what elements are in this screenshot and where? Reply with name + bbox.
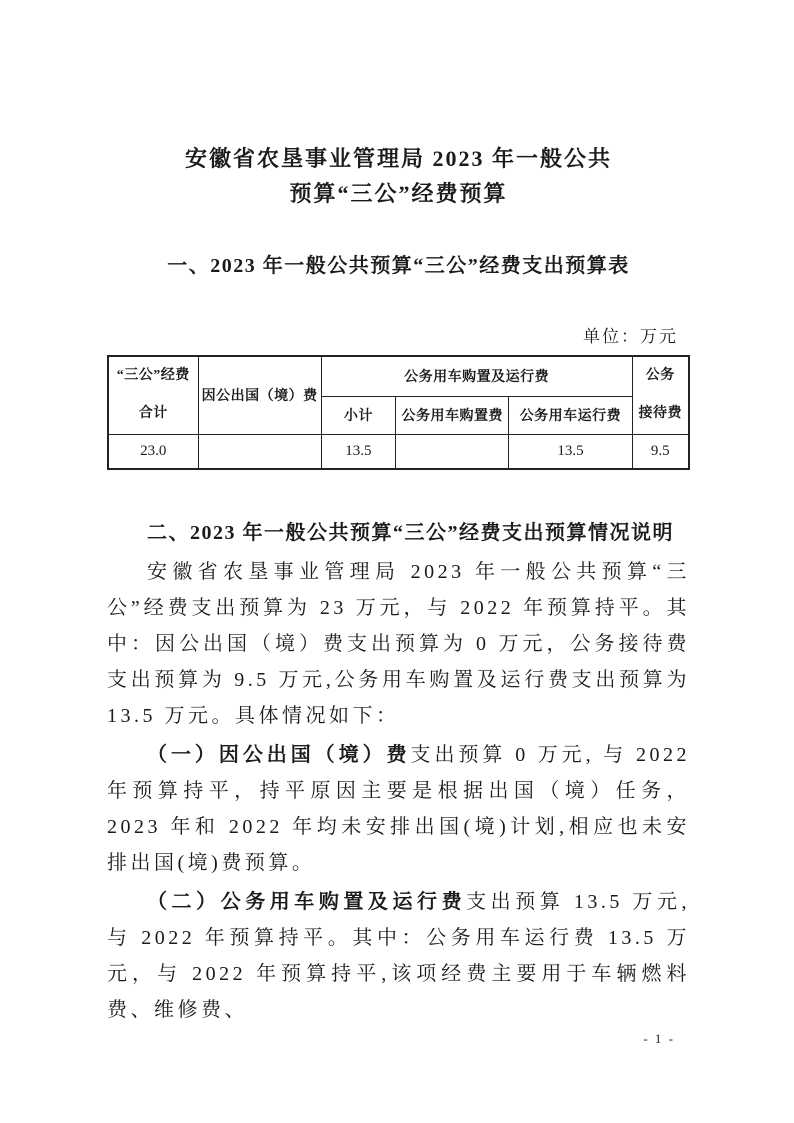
table-cell-vehicle-operation: 13.5 <box>509 434 632 469</box>
table-header-reception-fee <box>632 356 689 434</box>
table-cell-sangong-total: 23.0 <box>108 434 198 469</box>
table-header-vehicle-operation: 公务用车运行费 <box>509 396 632 434</box>
paragraph-item-1-body: 支出预算 0 万元, 与 2022 年预算持平，持平原因主要是根据出国（境）任务，2023 年和 2022 年均未安排出国(境)计划,相应也未安排出国(境)费预算。 <box>107 744 690 874</box>
table-header-reception-fee-line-2: 接待费 <box>638 406 683 422</box>
table-cell-abroad-fee <box>198 434 321 469</box>
unit-label: 单位：万元 <box>583 327 678 346</box>
document-title-line-1: 安徽省农垦事业管理局 2023 年一般公共 <box>184 146 612 171</box>
table-header-reception-fee-line-1: 公务 <box>645 368 675 384</box>
section1-heading: 一、2023 年一般公共预算“三公”经费支出预算表 <box>167 255 630 277</box>
table-header-abroad-fee: 因公出国（境）费 <box>198 356 321 434</box>
section2-heading: 二、2023 年一般公共预算“三公”经费支出预算情况说明 <box>147 522 674 544</box>
document-title <box>107 141 690 211</box>
table-cell-subtotal: 13.5 <box>321 434 395 469</box>
table-data-row <box>108 434 689 469</box>
table-header-sangong-total-line-2: 合计 <box>138 406 168 422</box>
paragraph-item-2-body: 支出预算 13.5 万元, 与 2022 年预算持平。其中：公务用车运行费 13.5 万元，与 2022 年预算持平,该项经费主要用于车辆燃料费、维修费、 <box>107 891 691 1021</box>
table-header-vehicle-group: 公务用车购置及运行费 <box>321 356 632 396</box>
table-cell-vehicle-purchase <box>396 434 509 469</box>
budget-table <box>107 355 690 470</box>
paragraph-item-2 <box>107 884 690 1028</box>
page-number: - 1 - <box>643 1031 675 1046</box>
table-header-row-1 <box>108 356 689 396</box>
paragraph-item-2-lead: （二）公务用车购置及运行费 <box>147 891 467 913</box>
table-header-vehicle-purchase: 公务用车购置费 <box>396 396 509 434</box>
table-header-sangong-total-line-1: “三公”经费 <box>116 368 190 384</box>
paragraph-overview: 安徽省农垦事业管理局 2023 年一般公共预算“三公”经费支出预算为 23 万元，与 2022 年预算持平。其中：因公出国（境）费支出预算为 0 万元，公务接待费支出预算为 9.5 万元,公务用车购置及运行费支出预算为 13.5 万元。具体情况如下： <box>107 561 690 727</box>
table-cell-reception-fee: 9.5 <box>632 434 689 469</box>
table-header-sangong-total <box>108 356 198 434</box>
paragraph-item-1 <box>107 737 690 881</box>
table-header-subtotal: 小计 <box>321 396 395 434</box>
paragraph-item-1-lead: （一）因公出国（境）费 <box>147 744 411 766</box>
document-title-line-2: 预算“三公”经费预算 <box>289 181 508 206</box>
